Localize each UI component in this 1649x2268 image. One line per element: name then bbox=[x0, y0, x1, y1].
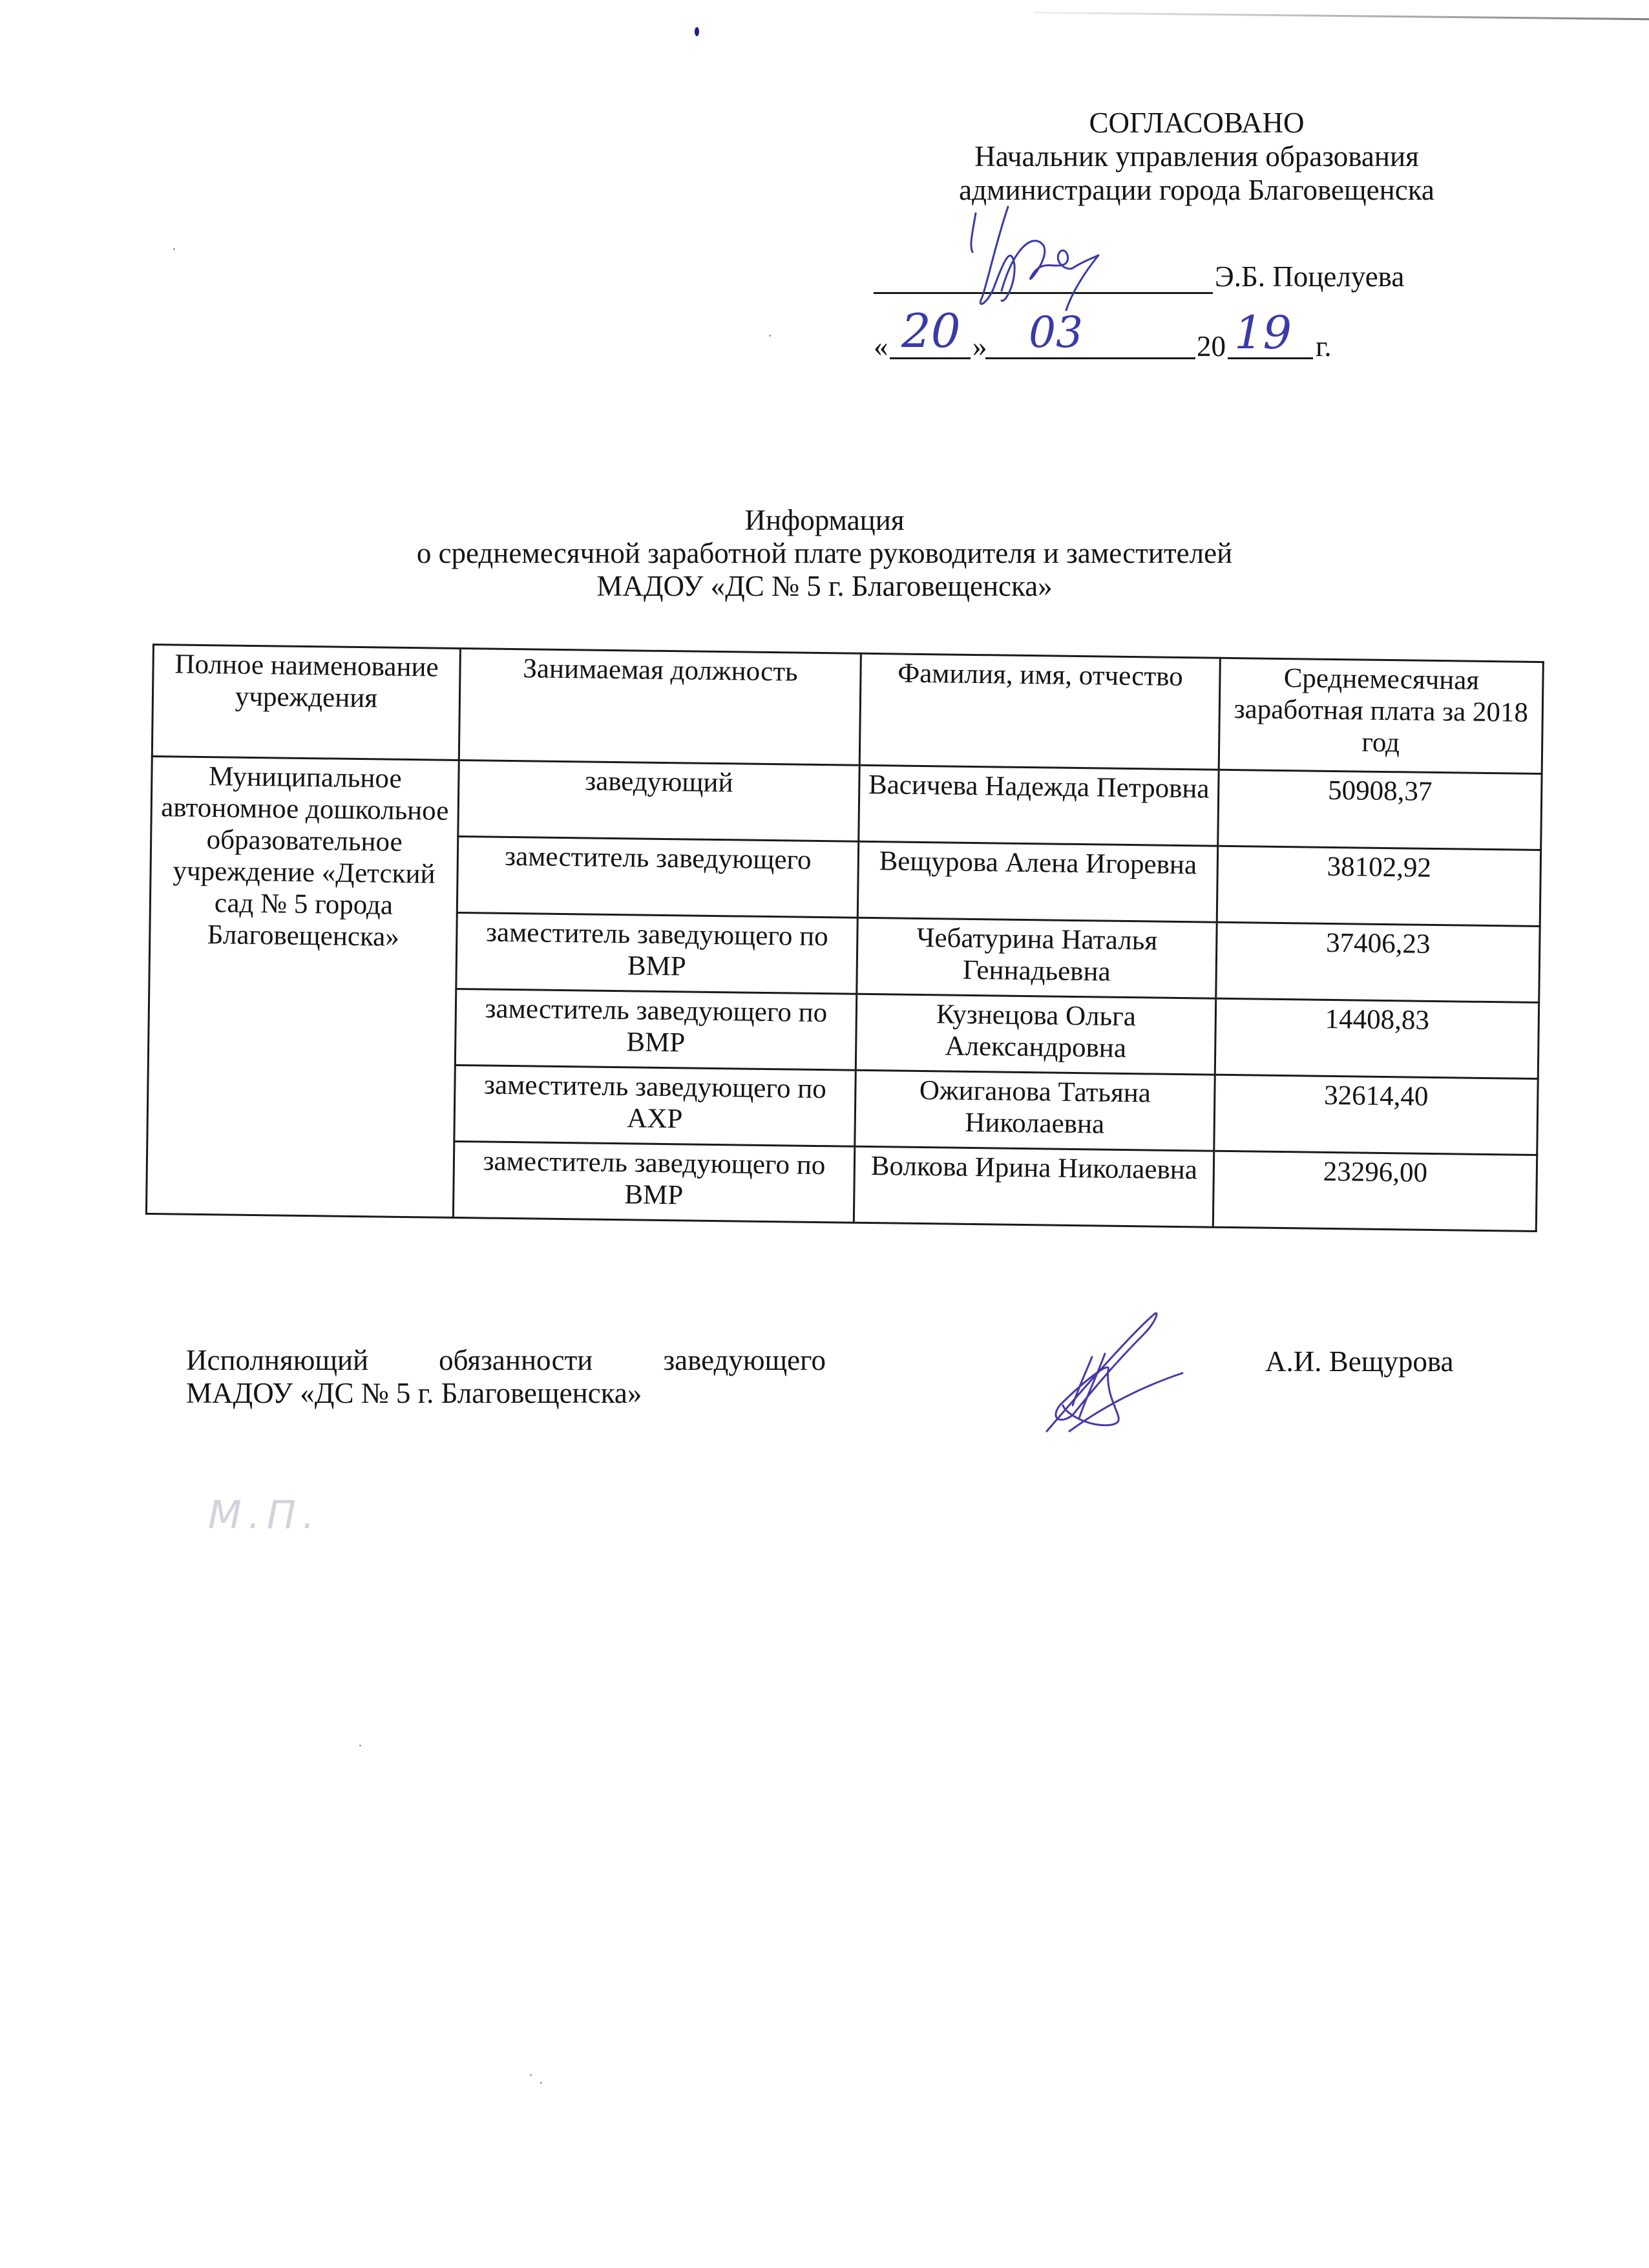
scan-speck bbox=[173, 248, 175, 250]
approval-signature bbox=[969, 207, 1137, 323]
salary-cell: 50908,37 bbox=[1218, 770, 1542, 850]
salary-cell: 23296,00 bbox=[1213, 1151, 1537, 1231]
footer-signer-name: А.И. Вещурова bbox=[1265, 1345, 1454, 1378]
date-month: 03 bbox=[1029, 308, 1083, 357]
header-salary: Среднемесячная заработная плата за 2018 год bbox=[1219, 658, 1543, 773]
approval-signer-name: Э.Б. Поцелуева bbox=[1215, 260, 1405, 293]
position-cell: заместитель заведующего bbox=[457, 836, 858, 918]
date-month-underline bbox=[985, 357, 1195, 359]
footer-role-word: заведующего bbox=[663, 1344, 826, 1376]
title-line2: о среднемесячной заработной плате руководителя и заместителей bbox=[416, 537, 1233, 569]
stamp-place-mark: М.П. bbox=[208, 1493, 322, 1538]
institution-cell: Муниципальное автономное дошкольное образовательное учреждение «Детский сад № 5 города Благовещенска» bbox=[146, 757, 459, 1218]
salary-cell: 38102,92 bbox=[1217, 846, 1540, 926]
footer-role bbox=[186, 1344, 826, 1410]
date-year-unit: г. bbox=[1316, 330, 1332, 362]
title-line3: МАДОУ «ДС № 5 г. Благовещенска» bbox=[596, 570, 1053, 602]
salary-cell: 14408,83 bbox=[1215, 998, 1539, 1078]
scan-speck bbox=[769, 335, 771, 337]
approval-position-line1: Начальник управления образования bbox=[974, 140, 1419, 173]
approval-heading: СОГЛАСОВАНО bbox=[1089, 107, 1305, 139]
scan-edge-shadow bbox=[1034, 12, 1649, 20]
name-cell: Ожиганова Татьяна Николаевна bbox=[855, 1070, 1215, 1151]
salary-cell: 32614,40 bbox=[1214, 1075, 1538, 1155]
position-cell: заместитель заведующего по ВМР bbox=[453, 1141, 854, 1223]
salary-cell: 37406,23 bbox=[1216, 922, 1540, 1002]
date-close-quote: » bbox=[972, 330, 987, 362]
date-day: 20 bbox=[901, 304, 961, 358]
date-year-prefix: 20 bbox=[1197, 330, 1226, 362]
footer-role-line1 bbox=[186, 1344, 826, 1377]
table-header-row bbox=[152, 645, 1543, 774]
position-cell: заместитель заведующего по АХР bbox=[454, 1065, 856, 1146]
name-cell: Васичева Надежда Петровна bbox=[859, 765, 1219, 846]
position-cell: заместитель заведующего по ВМР bbox=[456, 912, 857, 994]
name-cell: Вещурова Алена Игоревна bbox=[857, 841, 1217, 922]
salary-table-wrapper bbox=[145, 644, 1544, 1232]
scan-speck bbox=[530, 2074, 532, 2076]
position-cell: заведующий bbox=[458, 760, 859, 841]
footer-role-word: Исполняющий bbox=[186, 1344, 369, 1376]
header-institution: Полное наименование учреждения bbox=[152, 645, 460, 761]
title-line1: Информация bbox=[744, 504, 905, 536]
name-cell: Волкова Ирина Николаевна bbox=[854, 1146, 1213, 1227]
salary-table bbox=[145, 644, 1544, 1232]
date-year-suffix: 19 bbox=[1234, 306, 1292, 359]
header-position: Занимаемая должность bbox=[459, 648, 861, 765]
header-full-name: Фамилия, имя, отчество bbox=[859, 653, 1220, 770]
scan-speck bbox=[540, 2082, 542, 2084]
name-cell: Кузнецова Ольга Александровна bbox=[856, 994, 1215, 1075]
ink-spot bbox=[695, 27, 699, 36]
name-cell: Чебатурина Наталья Геннадьевна bbox=[857, 918, 1217, 998]
document-title bbox=[323, 504, 1326, 603]
scan-speck bbox=[359, 1745, 361, 1747]
date-open-quote: « bbox=[874, 330, 888, 362]
approval-position-line2: администрации города Благовещенска bbox=[959, 174, 1434, 206]
footer-role-word: обязанности bbox=[439, 1344, 593, 1376]
footer-signature bbox=[1034, 1308, 1189, 1438]
footer-role-line2: МАДОУ «ДС № 5 г. Благовещенска» bbox=[186, 1377, 642, 1409]
position-cell: заместитель заведующего по ВМР bbox=[455, 989, 856, 1070]
